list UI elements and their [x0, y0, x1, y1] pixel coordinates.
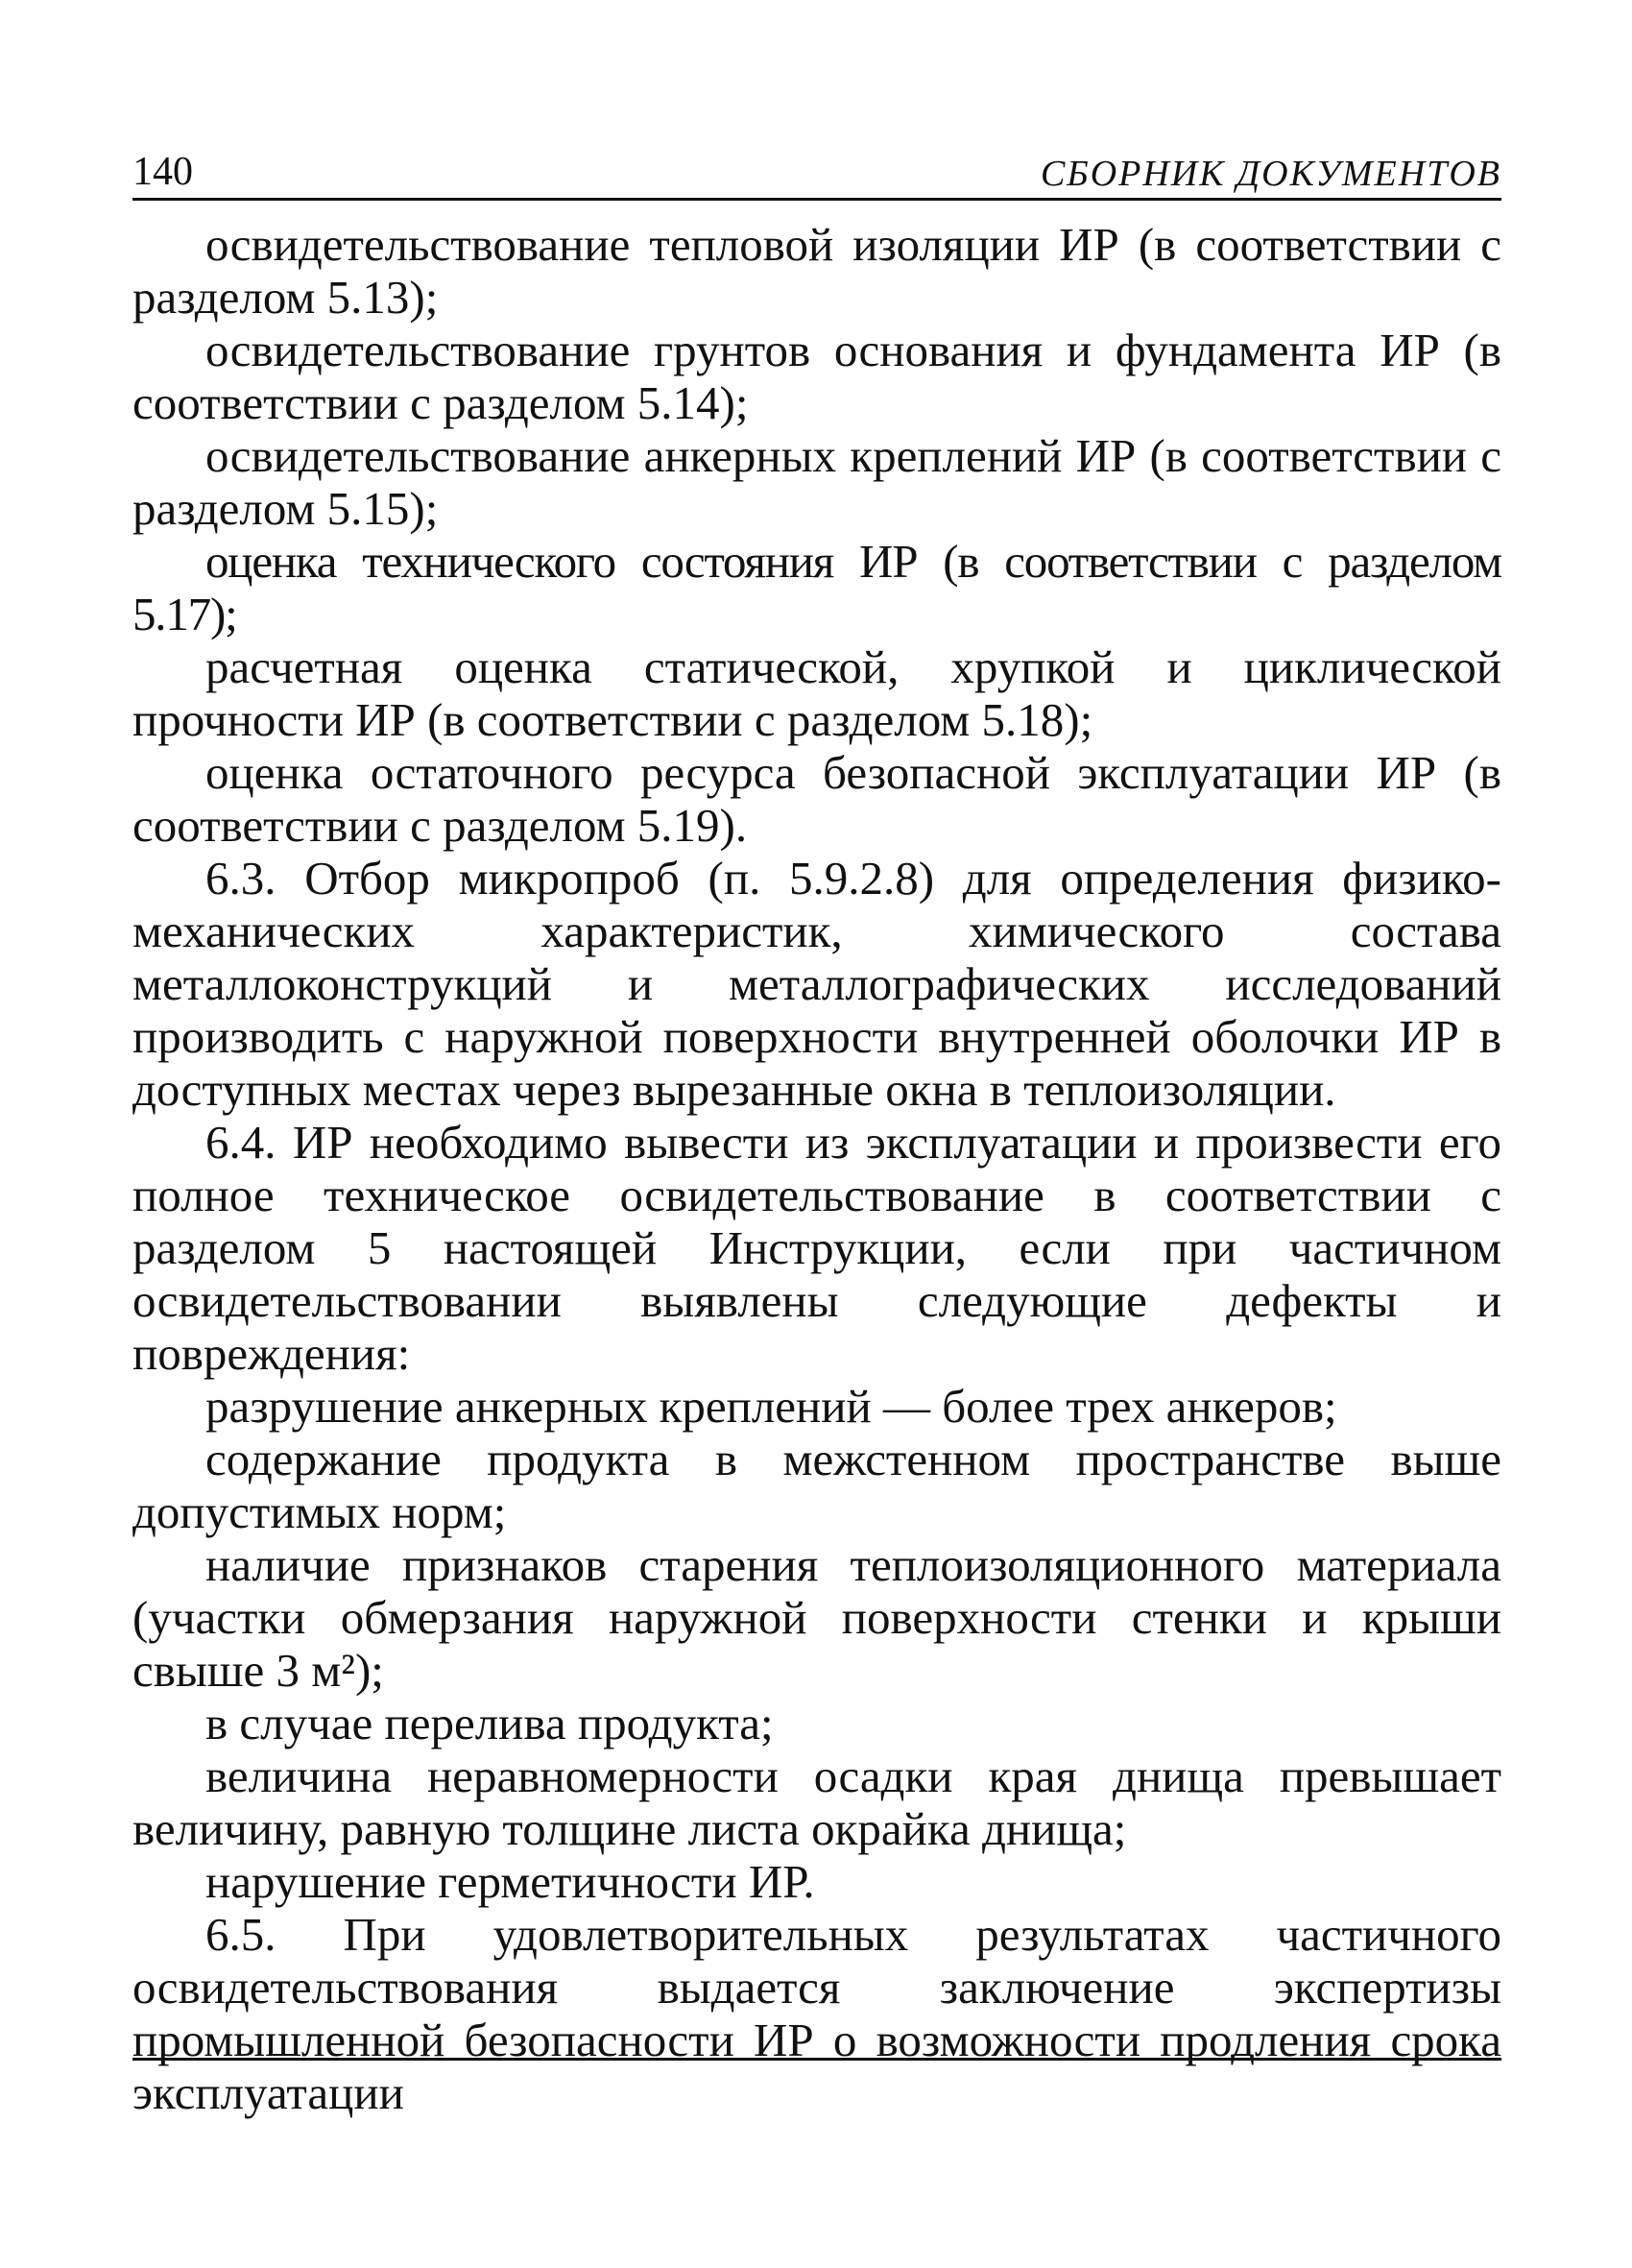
- paragraph: освидетельствование грунтов основания и фундамента ИР (в соответствии с разделом 5.14);: [132, 324, 1501, 429]
- paragraph: 6.4. ИР необходимо вывести из эксплуатации и произвести его полное техническое освидетельствование в соответствии с разделом 5 настоящей Инструкции, если при частичном освидетельствовании выявлены следующие дефекты и повреждения:: [132, 1116, 1501, 1380]
- paragraph: 6.5. При удовлетворительных результатах частичного освидетельствования выдается заключение экспертизы промышленной безопасности ИР о возможности продления срока эксплуатации: [132, 1908, 1501, 2119]
- document-page: [132, 144, 1501, 2119]
- footer-rule: [132, 2058, 1501, 2061]
- paragraph: разрушение анкерных креплений — более трех анкеров;: [205, 1380, 1337, 1433]
- paragraph: освидетельствование тепловой изоляции ИР (в соответствии с разделом 5.13);: [132, 218, 1501, 324]
- paragraph: оценка остаточного ресурса безопасной эксплуатации ИР (в соответствии с разделом 5.19).: [132, 746, 1501, 852]
- paragraph: содержание продукта в межстенном пространстве выше допустимых норм;: [132, 1433, 1501, 1538]
- body-text: [132, 218, 1501, 2119]
- paragraph: освидетельствование анкерных креплений ИР (в соответствии с разделом 5.15);: [132, 429, 1501, 535]
- paragraph: нарушение герметичности ИР.: [205, 1855, 815, 1908]
- paragraph: величина неравномерности осадки края днища превышает величину, равную толщине листа окрайка днища;: [132, 1749, 1501, 1855]
- paragraph: 6.3. Отбор микропроб (п. 5.9.2.8) для определения физико-механических характеристик, химического состава металлоконструкций и металлографических исследований производить с наружной поверхности внутренней оболочки ИР в доступных местах через вырезанные окна в теплоизоляции.: [132, 852, 1501, 1116]
- paragraph: наличие признаков старения теплоизоляционного материала (участки обмерзания наружной поверхности стенки и крыши свыше 3 м²);: [132, 1538, 1501, 1697]
- paragraph: в случае перелива продукта;: [205, 1697, 774, 1749]
- collection-title: СБОРНИК ДОКУМЕНТОВ: [1040, 154, 1501, 194]
- paragraph: оценка технического состояния ИР (в соответствии с разделом 5.17);: [132, 535, 1501, 640]
- page-number: 140: [132, 150, 193, 194]
- paragraph: расчетная оценка статической, хрупкой и циклической прочности ИР (в соответствии с разделом 5.18);: [132, 640, 1501, 746]
- running-header: [132, 144, 1501, 201]
